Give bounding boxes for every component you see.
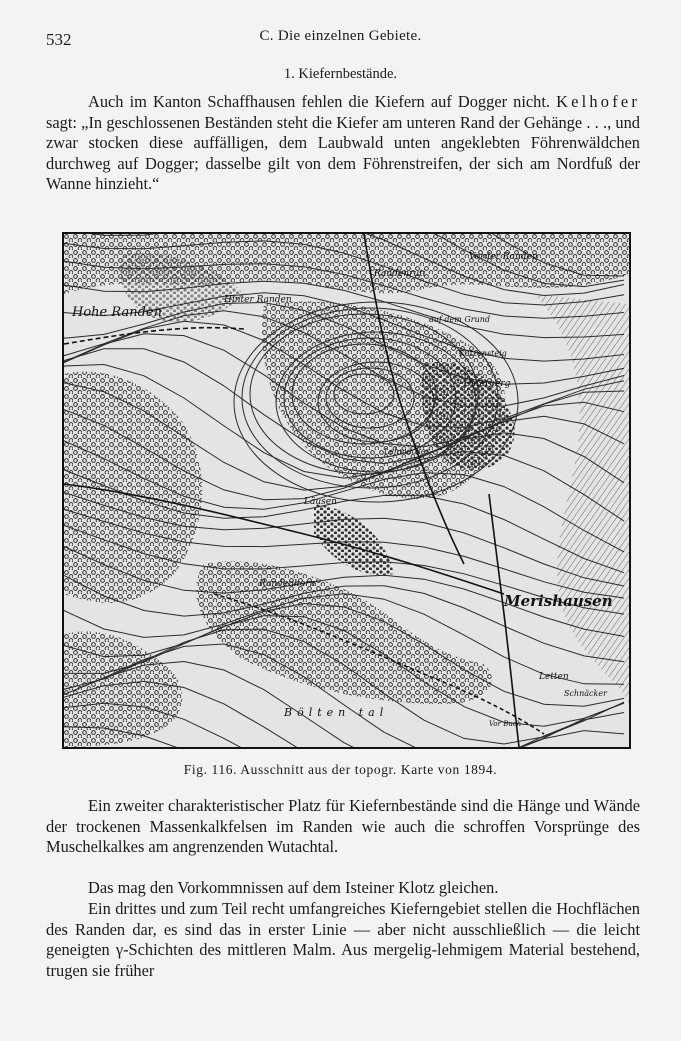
- label-randenhorn: Randenhorn: [259, 579, 316, 589]
- label-vorder-randen: Vorder Randen: [469, 252, 538, 262]
- paragraph-1-text-a: Auch im Kanton Schaffhausen fehlen die Kiefern auf Dogger nicht.: [88, 92, 557, 111]
- topographic-map: [64, 234, 629, 747]
- label-lehmaecker: Lehmäcker: [384, 447, 430, 456]
- label-katzensteig: Katzensteig: [459, 349, 507, 358]
- label-auf-dem-grund: auf dem Grund: [429, 315, 491, 324]
- label-randenruti: Randenruti: [374, 269, 426, 279]
- paragraph-1: [46, 92, 640, 195]
- topographic-map-figure: [62, 232, 631, 749]
- label-schnaecker: Schnäcker: [564, 689, 607, 698]
- author-name: Kelhofer: [556, 92, 640, 111]
- label-merishausen: Merishausen: [504, 592, 613, 610]
- paragraph-2: Ein zweiter charakteristischer Platz für Kiefernbestände sind die Hänge und Wände der trockenen Massenkalkfelsen im Randen wie auch die schroffen Vorsprünge des Muschelkalkes am angrenzenden Wutachtal.: [46, 796, 640, 856]
- paragraph-4: Ein drittes und zum Teil recht umfangreiches Kieferngebiet stellen die Hochflächen des Randen dar, es sind das in erster Linie — aber nicht ausschließlich — die leicht geneigten γ-Schichten des mittleren Malm. Aus mergelig-lehmigem Material bestehend, trugen sie früher: [46, 899, 640, 980]
- label-boeltentai: Bölten tal: [284, 706, 389, 719]
- label-hohe-randen: Hohe Randen: [72, 305, 162, 320]
- label-hinter-randen: Hinter Randen: [224, 295, 292, 305]
- paragraph-1-text-b: sagt: „In geschlossenen Beständen steht die Kiefer am unteren Rand der Gehänge . . ., und zwar stocken diese auffälligen, dem Laubwald unten angeklebten Föhrenwäldchen durchweg auf Dogger; dasselbe gilt von dem Föhrenstreifen, der sich am Nordfuß der Wanne hinzieht.“: [46, 112, 640, 193]
- paragraph-3: Das mag den Vorkommnissen auf dem Isteiner Klotz gleichen.: [88, 878, 499, 897]
- label-laeusen: Läusen: [304, 497, 337, 507]
- figure-caption: Fig. 116. Ausschnitt aus der topogr. Karte von 1894.: [183, 762, 498, 777]
- page-number: 532: [46, 30, 72, 49]
- section-heading: 1. Kiefernbestände.: [283, 66, 398, 82]
- label-osterberg: Osterberg: [464, 379, 511, 389]
- label-vor-buch: Vor Buch: [489, 720, 522, 728]
- running-header: C. Die einzelnen Gebiete.: [259, 28, 422, 44]
- label-letten: Letten: [539, 672, 569, 682]
